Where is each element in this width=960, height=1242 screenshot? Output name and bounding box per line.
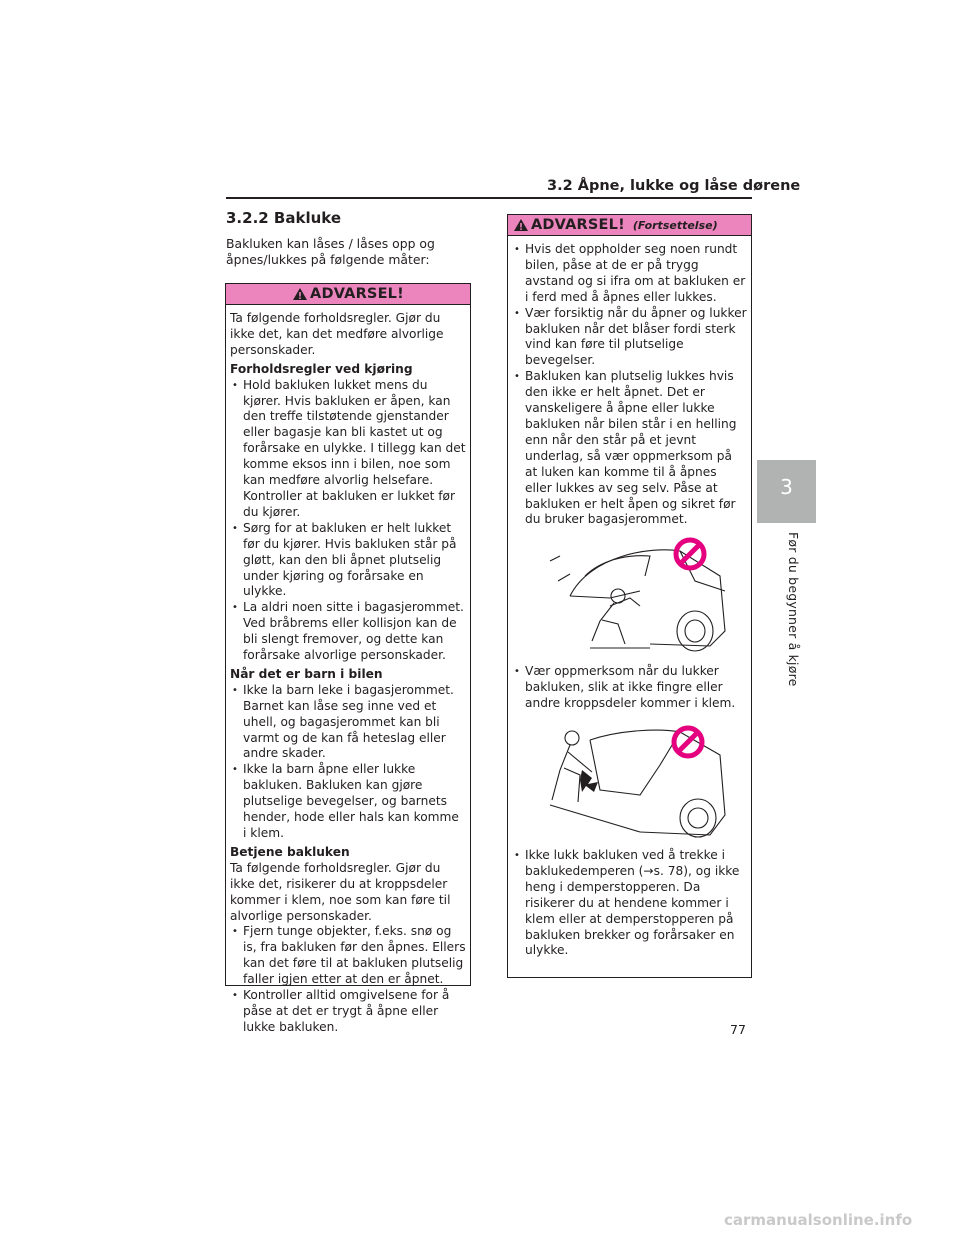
list-item: • Ikke lukk bakluken ved å trekke i baklukedemperen (→s. 78), og ikke heng i demperstopperen. Da risikerer du at hendene kommer i klem eller at demperstopperen på bakluken brekker og forårsaker en ulykke. bbox=[512, 848, 747, 959]
warning-icon bbox=[292, 287, 308, 301]
header-rule bbox=[226, 197, 752, 199]
list-item: • Ikke la barn leke i bagasjerommet. Barnet kan låse seg inne ved et uhell, og bagasjerommet kan bli varmt og de kan få heteslag eller andre skader. bbox=[230, 683, 466, 763]
list-item: • Sørg for at bakluken er helt lukket før du kjører. Hvis bakluken står på gløtt, kan den bli åpnet plutselig under kjøring og forårsake en ulykke. bbox=[230, 521, 466, 601]
list-item: • Ikke la barn åpne eller lukke bakluken. Bakluken kan gjøre plutselige bevegelser, og barnets hender, hode eller hals kan komme i klem. bbox=[230, 762, 466, 842]
warning-body bbox=[226, 305, 470, 1036]
warning-banner bbox=[508, 215, 751, 236]
chapter-label: Før du begynner å kjøre bbox=[786, 532, 801, 687]
warning-icon bbox=[513, 218, 529, 232]
subheading-children: Når det er barn i bilen bbox=[230, 666, 383, 681]
section-title: 3.2.2 Bakluke bbox=[226, 209, 342, 227]
list-item: • Kontroller alltid omgivelsene for å påse at det er trygt å åpne eller lukke bakluken. bbox=[230, 988, 466, 1036]
warning-banner bbox=[226, 284, 470, 305]
illustration-person-under-tailgate bbox=[530, 536, 730, 658]
warning-box-right bbox=[507, 214, 752, 978]
illustration-hand-caught-in-tailgate bbox=[530, 720, 730, 842]
warning-intro: Ta følgende forholdsregler. Gjør du ikke det, kan det medføre alvorlige personskader. bbox=[230, 311, 444, 357]
warning-label: ADVARSEL! bbox=[531, 217, 625, 233]
operating-intro: Ta følgende forholdsregler. Gjør du ikke det, risikerer du at kroppsdeler kommer i klem, noe som kan føre til alvorlige personskader. bbox=[230, 860, 451, 923]
list-item: • Vær oppmerksom når du lukker bakluken, slik at ikke fingre eller andre kroppsdeler kommer i klem. bbox=[512, 664, 747, 712]
subheading-driving: Forholdsregler ved kjøring bbox=[230, 361, 413, 376]
list-item: • Hold bakluken lukket mens du kjører. Hvis bakluken er åpen, kan den treffe tilstøtende gjenstander eller bagasje kan bli kastet ut og forårsake en ulykke. I tillegg kan det komme eksos inn i bilen, noe som kan medføre alvorlig helsefare. Kontroller at bakluken er lukket før du kjører. bbox=[230, 378, 466, 521]
list-item: • Hvis det oppholder seg noen rundt bilen, påse at de er på trygg avstand og si ifra om at bakluken er i ferd med å åpnes eller lukkes. bbox=[512, 242, 747, 306]
page-number: 77 bbox=[730, 1022, 746, 1037]
continued-label: (Fortsettelse) bbox=[632, 218, 718, 232]
list-item: • Bakluken kan plutselig lukkes hvis den ikke er helt åpnet. Det er vanskeligere å åpne eller lukke bakluken når bilen står i en helling enn når den står på et jevnt underlag, så vær oppmerksom på at luken kan komme til å åpnes eller lukkes av seg selv. Påse at bakluken er helt åpen og sikret før du bruker bagasjerommet. bbox=[512, 369, 747, 528]
list-item: • La aldri noen sitte i bagasjerommet. Ved bråbrems eller kollisjon kan de bli slengt fremover, og dette kan forårsake alvorlige personskader. bbox=[230, 600, 466, 664]
subheading-operating: Betjene bakluken bbox=[230, 844, 350, 859]
warning-label: ADVARSEL! bbox=[310, 286, 404, 302]
running-header: 3.2 Åpne, lukke og låse dørene bbox=[547, 178, 801, 194]
chapter-number: 3 bbox=[780, 475, 793, 499]
watermark: carmanualsonline.info bbox=[724, 1211, 913, 1229]
list-item: • Vær forsiktig når du åpner og lukker bakluken når det blåser fordi sterk vind kan føre til plutselige bevegelser. bbox=[512, 306, 747, 370]
section-intro: Bakluken kan låses / låses opp og åpnes/lukkes på følgende måter: bbox=[226, 236, 435, 267]
warning-body bbox=[508, 236, 751, 959]
prohibited-icon bbox=[676, 540, 704, 568]
warning-box-left bbox=[225, 283, 471, 1034]
list-item: • Fjern tunge objekter, f.eks. snø og is, fra bakluken før den åpnes. Ellers kan det føre til at bakluken plutselig faller igjen etter at den er åpnet. bbox=[230, 924, 466, 988]
